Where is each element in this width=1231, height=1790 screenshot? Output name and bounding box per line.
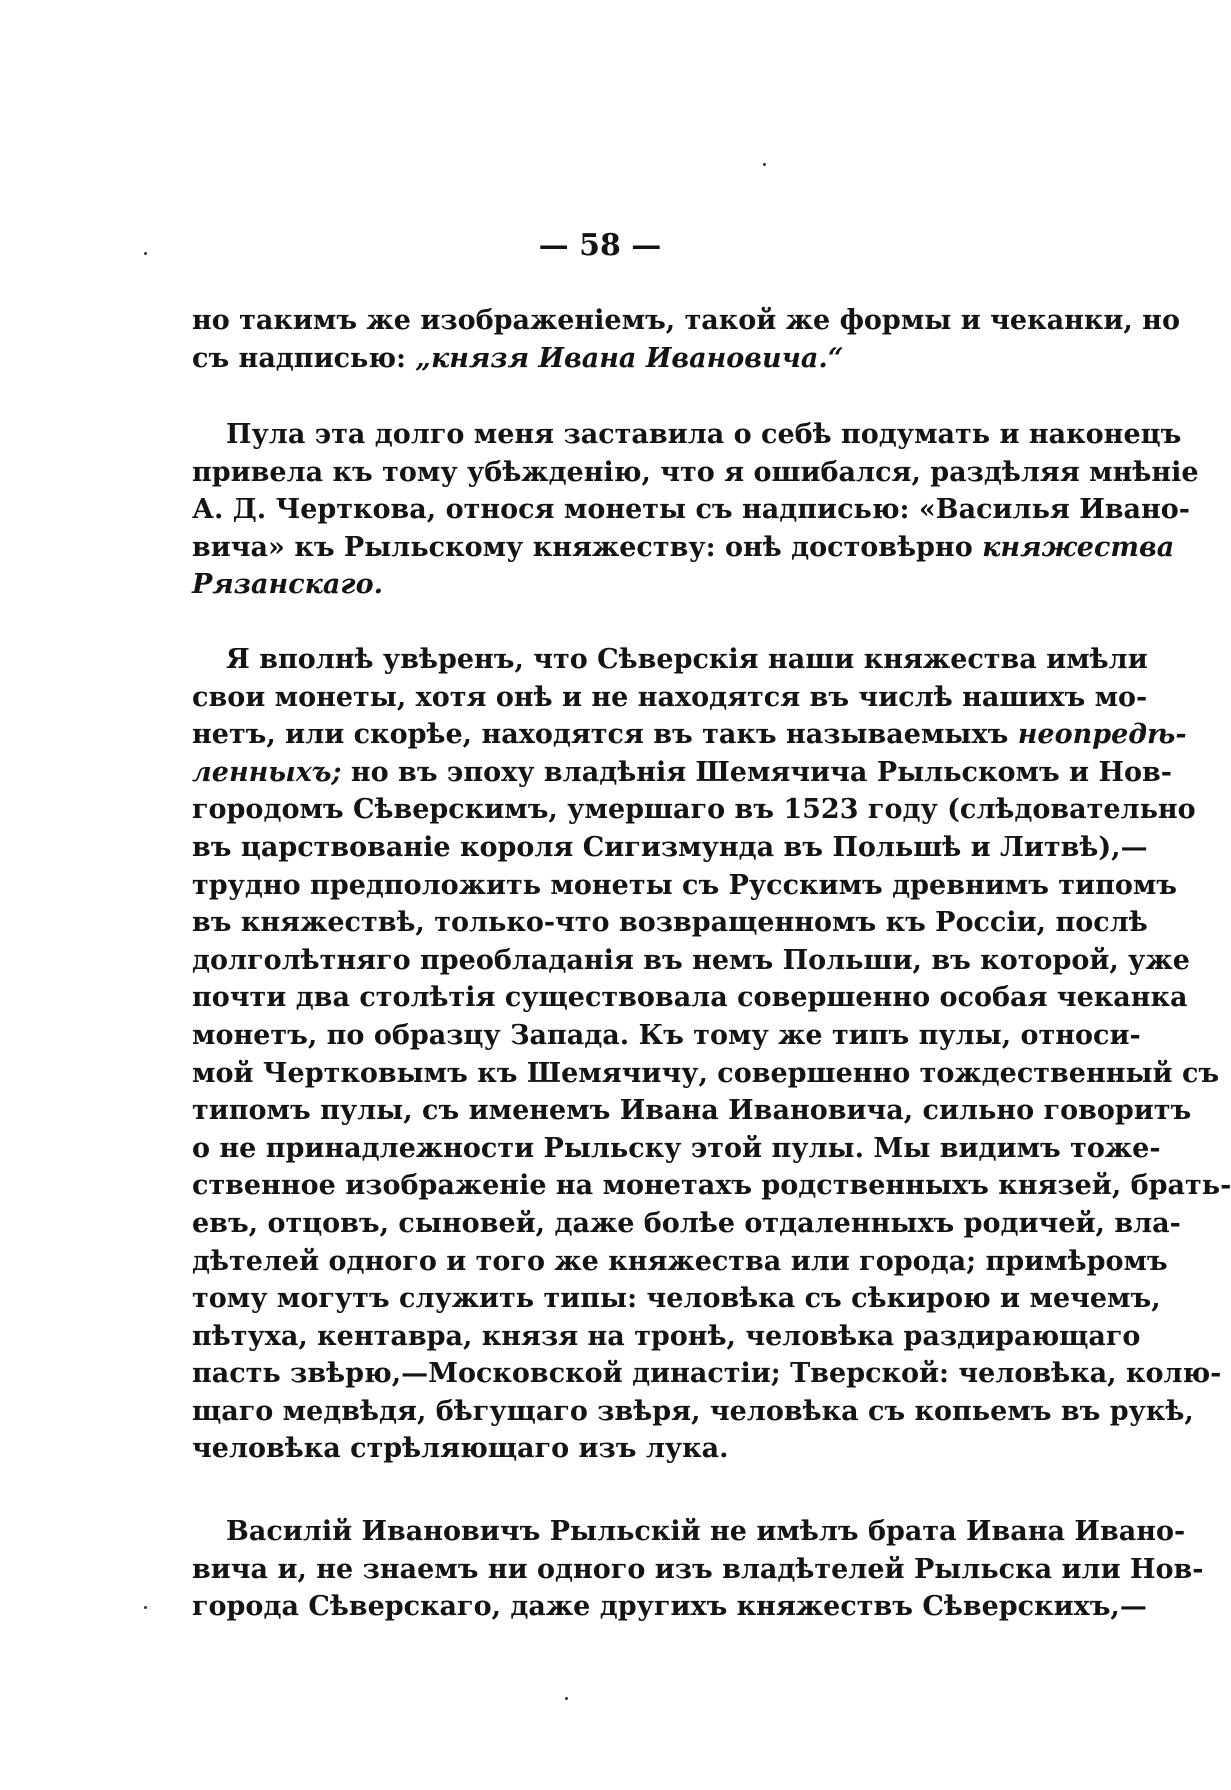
text-line: [192, 302, 1180, 340]
text-line: [192, 1167, 1231, 1205]
text-line: [192, 1055, 1220, 1093]
text-run: долголѣтняго преобладанія въ немъ Польши, въ которой, уже: [192, 944, 1190, 976]
text-run: въ царствованіе короля Сигизмунда въ Польшѣ и Литвѣ),—: [192, 831, 1148, 863]
text-line: [192, 1318, 1141, 1356]
text-line: [192, 867, 1177, 905]
text-run: типомъ пулы, съ именемъ Ивана Ивановича, сильно говоритъ: [192, 1095, 1192, 1127]
scan-speck: [144, 252, 147, 255]
text-line: [192, 641, 1148, 679]
text-run: но въ эпоху владѣнія Шемячича Рыльскомъ и Нов-: [341, 756, 1172, 788]
text-line: [192, 416, 1182, 454]
text-line: [192, 1588, 1147, 1626]
italic-run: неопредѣ-: [1017, 719, 1187, 751]
text-run: о не принадлежности Рыльску этой пулы. Мы видимъ тоже-: [192, 1132, 1161, 1164]
text-line: [192, 904, 1148, 942]
text-run: нетъ, или скорѣе, находятся въ такъ называемыхъ: [192, 719, 1018, 751]
text-run: мой Чертковымъ къ Шемячичу, совершенно тождественный съ: [192, 1057, 1220, 1089]
text-line: [192, 791, 1196, 829]
text-line: [192, 1243, 1168, 1281]
text-line: [192, 340, 1026, 378]
text-run: Пула эта долго меня заставила о себѣ подумать и наконецъ: [226, 419, 1182, 450]
page-number: — 58 —: [538, 228, 662, 263]
scan-speck: [763, 163, 766, 166]
text-run: евъ, отцовъ, сыновей, даже болѣе отдаленныхъ родичей, вла-: [192, 1207, 1181, 1239]
text-run: тому могутъ служить типы: человѣка съ сѣкирою и мечемъ,: [192, 1283, 1161, 1315]
scan-speck: [565, 1697, 568, 1700]
text-line: [192, 1205, 1181, 1243]
paragraph-3: [192, 641, 1231, 1468]
text-run: пасть звѣрю,—Московской династіи; Тверской: человѣка, колю-: [192, 1358, 1222, 1390]
text-line: [192, 1513, 1186, 1551]
text-line: [192, 454, 1199, 492]
text-line: [192, 942, 1190, 980]
text-line: [192, 1393, 1194, 1431]
text-run: но такимъ же изображеніемъ, такой же формы и чеканки, но: [192, 305, 1180, 336]
paragraph-2: [192, 416, 1199, 604]
text-line: [192, 529, 1175, 567]
text-line: [192, 1355, 1222, 1393]
text-run: ственное изображеніе на монетахъ родственныхъ князей, брать-: [192, 1170, 1231, 1202]
text-line: [192, 1017, 1141, 1055]
text-line: [192, 679, 1148, 717]
text-run: городомъ Сѣверскимъ, умершаго въ 1523 году (слѣдовательно: [192, 794, 1196, 826]
italic-run: княжества: [982, 531, 1175, 563]
italic-run: „князя Ивана Ивановича.“: [415, 342, 844, 374]
text-run: трудно предположить монеты съ Русскимъ древнимъ типомъ: [192, 869, 1177, 901]
text-line: [192, 1430, 1026, 1468]
paragraph-1: [192, 302, 1180, 377]
text-run: въ княжествѣ, только-что возвращенномъ къ Россіи, послѣ: [192, 907, 1148, 939]
text-line: [192, 1280, 1161, 1318]
text-line: [192, 1130, 1161, 1168]
text-line: [192, 1092, 1192, 1130]
text-line: [192, 491, 1191, 529]
text-line: [192, 754, 1172, 792]
text-run: вича» къ Рыльскому княжеству: онѣ достовѣрно: [192, 531, 983, 563]
text-run: почти два столѣтія существовала совершенно особая чеканка: [192, 982, 1188, 1014]
text-run: вича и, не знаемъ ни одного изъ владѣтелей Рыльска или Нов-: [192, 1553, 1204, 1585]
text-run: пѣтуха, кентавра, князя на тронѣ, человѣка раздирающаго: [192, 1320, 1141, 1352]
text-run: щаго медвѣдя, бѣгущаго звѣря, человѣка съ копьемъ въ рукѣ,: [192, 1395, 1194, 1427]
text-run: Василій Ивановичъ Рыльскій не имѣлъ брата Ивана Ивано-: [226, 1516, 1186, 1547]
text-run: Я вполнѣ увѣренъ, что Сѣверскія наши княжества имѣли: [226, 644, 1148, 675]
text-line: [192, 566, 1026, 604]
italic-run: ленныхъ;: [192, 756, 342, 788]
text-run: города Сѣверскаго, даже другихъ княжествъ Сѣверскихъ,—: [192, 1591, 1147, 1623]
paragraph-4: [192, 1513, 1204, 1626]
text-line: [192, 716, 1187, 754]
text-run: привела къ тому убѣжденію, что я ошибался, раздѣляя мнѣніе: [192, 456, 1199, 488]
text-run: дѣтелей одного и того же княжества или города; примѣромъ: [192, 1245, 1168, 1277]
text-run: съ надписью:: [192, 342, 416, 374]
text-run: свои монеты, хотя онѣ и не находятся въ числѣ нашихъ мо-: [192, 681, 1148, 713]
text-line: [192, 979, 1188, 1017]
text-run: человѣка стрѣляющаго изъ лука.: [192, 1433, 729, 1465]
text-run: А. Д. Черткова, относя монеты съ надписью: «Василья Ивано-: [192, 494, 1191, 526]
text-line: [192, 1551, 1204, 1589]
text-run: монетъ, по образцу Запада. Къ тому же типъ пулы, относи-: [192, 1019, 1141, 1051]
italic-run: Рязанскаго.: [192, 569, 384, 601]
text-line: [192, 829, 1148, 867]
scan-speck: [144, 1606, 147, 1609]
